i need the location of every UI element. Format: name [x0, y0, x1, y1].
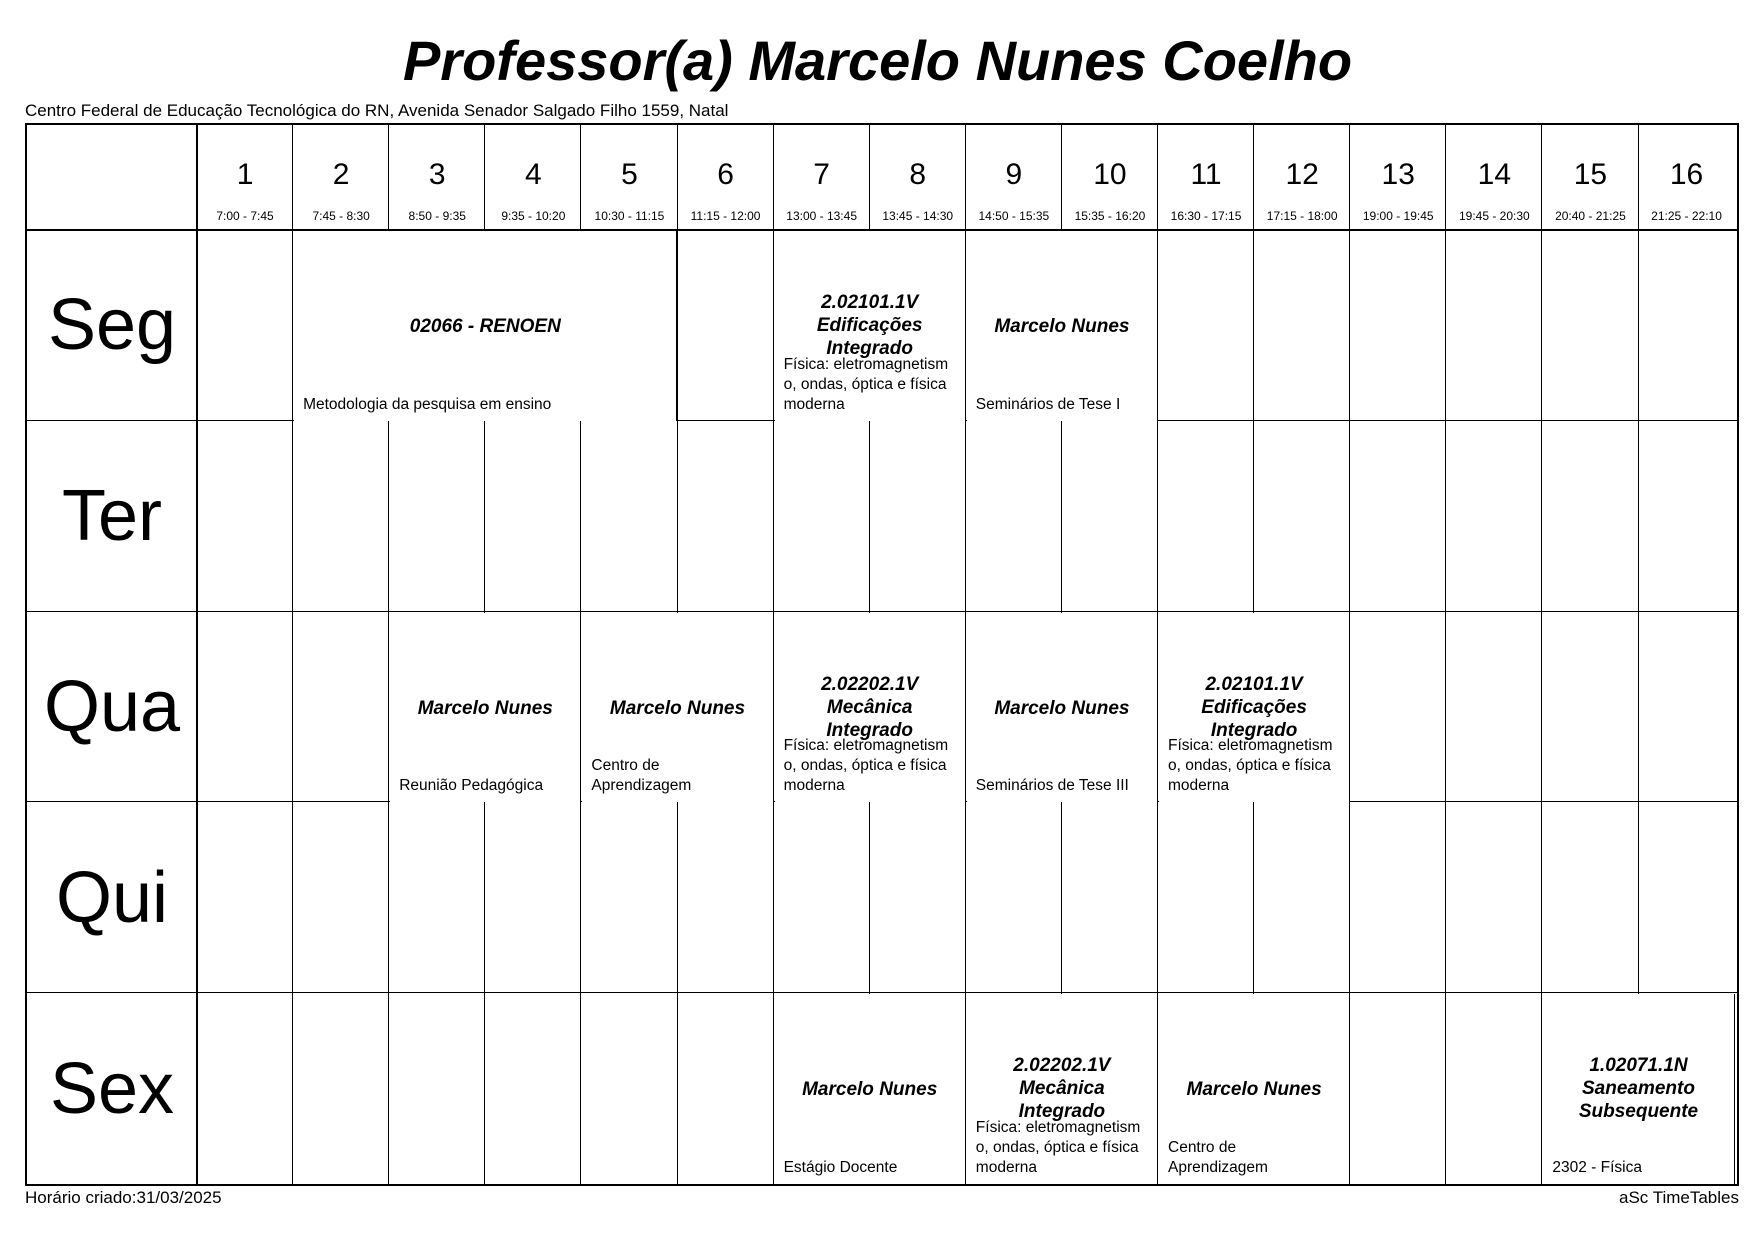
lesson-title: Marcelo Nunes — [994, 316, 1130, 337]
lesson-cell[interactable] — [775, 613, 966, 803]
lesson-subject: 2302 - Física — [1552, 1158, 1642, 1176]
lesson-subject: Seminários de Tese I — [975, 395, 1121, 413]
day-label: Seg — [47, 285, 177, 366]
lesson-subject: Metodologia da pesquisa em ensino — [303, 395, 552, 413]
period-number: 1 — [236, 158, 254, 191]
created-date: Horário criado:31/03/2025 — [25, 1188, 222, 1207]
lesson-subject: Física: eletromagnetism o, ondas, óptica e física moderna — [975, 1118, 1141, 1176]
grid-column-line — [292, 125, 293, 1184]
day-label: Ter — [61, 476, 163, 557]
lesson-title: 02066 - RENOEN — [409, 316, 561, 337]
period-number: 3 — [428, 158, 446, 191]
day-label: Sex — [49, 1048, 175, 1129]
lesson-title: 1.02071.1N Saneamento Subsequente — [1578, 1055, 1699, 1123]
period-time: 19:00 - 19:45 — [1362, 209, 1434, 223]
lesson-subject: Estágio Docente — [783, 1158, 898, 1176]
period-number: 2 — [332, 158, 350, 191]
lesson-title: Marcelo Nunes — [609, 697, 746, 719]
period-number: 6 — [717, 158, 734, 191]
lesson-cell[interactable] — [1159, 994, 1350, 1184]
lesson-subject: Física: eletromagnetism o, ondas, óptica e física moderna — [783, 355, 949, 413]
lesson-title: 2.02101.1V Edificações Integrado — [816, 292, 923, 359]
period-number: 15 — [1573, 158, 1608, 191]
lesson-subject: Centro de Aprendizagem — [1168, 1138, 1268, 1176]
lesson-title: Marcelo Nunes — [417, 697, 553, 719]
period-number: 11 — [1190, 158, 1222, 191]
period-time: 17:15 - 18:00 — [1266, 209, 1338, 223]
lesson-subject: Centro de Aprendizagem — [591, 757, 692, 795]
lesson-title: Marcelo Nunes — [994, 697, 1130, 719]
school-address: Centro Federal de Educação Tecnológica do RN, Avenida Senador Salgado Filho 1559, Natal — [25, 101, 729, 120]
software-brand: aSc TimeTables — [1619, 1188, 1739, 1207]
period-number: 16 — [1669, 158, 1704, 191]
period-time: 14:50 - 15:35 — [978, 209, 1050, 223]
period-time: 19:45 - 20:30 — [1458, 209, 1530, 223]
period-time: 9:35 - 10:20 — [501, 209, 566, 223]
period-time: 21:25 - 22:10 — [1651, 209, 1722, 223]
lesson-title: 2.02202.1V Mecânica Integrado — [821, 673, 919, 741]
lesson-title: 2.02202.1V Mecânica Integrado — [1013, 1055, 1111, 1123]
lesson-cell[interactable] — [967, 231, 1158, 421]
lesson-cell[interactable] — [775, 994, 966, 1184]
grid-row-line — [27, 611, 1737, 612]
period-time: 13:45 - 14:30 — [882, 209, 954, 223]
timetable-grid — [25, 123, 1739, 1186]
lesson-cell[interactable] — [1543, 994, 1734, 1184]
period-number: 14 — [1477, 158, 1512, 191]
period-time: 8:50 - 9:35 — [408, 209, 466, 223]
period-number: 5 — [621, 158, 638, 191]
grid-row-line — [27, 992, 1737, 993]
period-number: 12 — [1285, 158, 1319, 191]
period-time: 16:30 - 17:15 — [1170, 209, 1242, 223]
period-number: 7 — [813, 158, 830, 191]
lesson-cell[interactable] — [967, 613, 1158, 803]
day-label: Qui — [55, 857, 169, 938]
period-time: 7:45 - 8:30 — [312, 209, 370, 223]
period-number: 8 — [909, 158, 927, 191]
period-time: 10:30 - 11:15 — [594, 209, 665, 223]
lesson-subject: Física: eletromagnetism o, ondas, óptica e física moderna — [783, 737, 949, 795]
period-number: 4 — [525, 158, 542, 191]
period-number: 9 — [1005, 158, 1023, 191]
period-time: 20:40 - 21:25 — [1555, 209, 1626, 223]
lesson-cell[interactable] — [1159, 613, 1350, 803]
grid-column-line — [1445, 125, 1446, 1184]
period-number: 13 — [1381, 158, 1415, 191]
lesson-title: Marcelo Nunes — [1186, 1079, 1322, 1101]
period-number: 10 — [1093, 158, 1127, 191]
period-time: 13:00 - 13:45 — [786, 209, 857, 223]
lesson-cell[interactable] — [775, 231, 966, 421]
period-time: 7:00 - 7:45 — [216, 209, 274, 223]
lesson-subject: Seminários de Tese III — [975, 777, 1129, 795]
lesson-subject: Física: eletromagnetism o, ondas, óptica e física moderna — [1168, 737, 1333, 795]
lesson-cell[interactable] — [967, 994, 1158, 1184]
lesson-subject: Reunião Pedagógica — [399, 777, 544, 795]
period-time: 11:15 - 12:00 — [690, 209, 761, 223]
grid-column-line — [1541, 125, 1542, 1184]
lesson-cell[interactable] — [390, 613, 581, 803]
lesson-title: 2.02101.1V Edificações Integrado — [1201, 673, 1307, 741]
period-time: 15:35 - 16:20 — [1074, 209, 1146, 223]
day-label: Qua — [43, 667, 181, 747]
lesson-cell[interactable] — [294, 231, 677, 421]
lesson-cell[interactable] — [582, 613, 773, 803]
grid-column-line — [196, 125, 198, 1184]
lesson-title: Marcelo Nunes — [802, 1079, 938, 1101]
page-title: Professor(a) Marcelo Nunes Coelho — [402, 29, 1353, 92]
